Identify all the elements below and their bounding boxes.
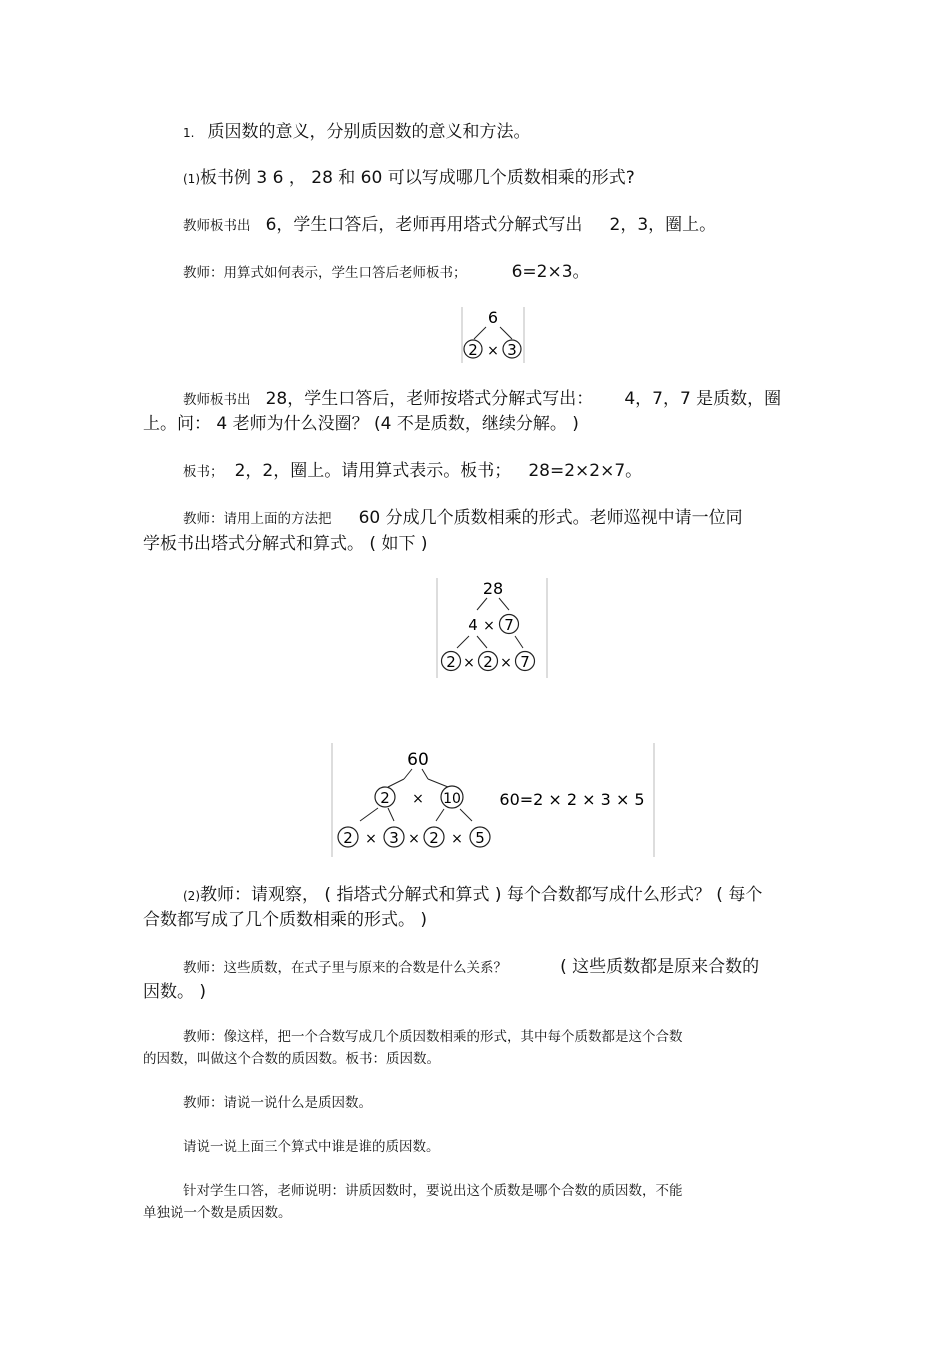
paragraph-7-line-1 — [183, 885, 762, 906]
tree28-mid-op: × — [483, 618, 495, 634]
heading-number: 1. — [183, 126, 195, 140]
p8-lead: 教师：这些质数，在式子里与原来的合数是什么关系？ — [183, 960, 507, 976]
heading-text: 质因数的意义，分别质因数的意义和方法。 — [207, 122, 531, 142]
paragraph-1 — [183, 168, 635, 189]
p3-equation: 6=2×3。 — [511, 262, 590, 282]
p5-equation: 28=2×2×7。 — [528, 461, 643, 481]
tree28-mid-left: 4 — [468, 616, 478, 634]
tree28-op-2: × — [500, 655, 512, 671]
factor-tree-6 — [460, 305, 528, 365]
paragraph-8-line-2: 因数。 ) — [143, 982, 207, 1002]
tree60-leaf-3: 2 — [429, 829, 439, 847]
paragraph-4-line-1 — [183, 389, 781, 410]
paragraph-8-line-1 — [183, 957, 759, 978]
p2-middle: 6，学生口答后，老师再用塔式分解式写出 — [265, 215, 583, 235]
tree60-leaf-4: 5 — [475, 829, 485, 847]
paragraph-5 — [183, 461, 642, 482]
tree60-op-1: × — [365, 831, 377, 847]
tree60-root: 60 — [407, 750, 429, 770]
paragraph-12-line-2: 单独说一个数是质因数。 — [143, 1205, 292, 1221]
paragraph-11: 请说一说上面三个算式中谁是谁的质因数。 — [183, 1139, 440, 1155]
factor-tree-28 — [435, 576, 551, 680]
tree60-leaf-1: 2 — [343, 829, 353, 847]
tree60-mid-1: 2 — [380, 789, 390, 807]
p5-lead: 板书； — [183, 464, 224, 480]
tree28-op-1: × — [463, 655, 475, 671]
tree28-leaf-2: 2 — [483, 653, 493, 671]
tree6-root: 6 — [487, 308, 499, 327]
p4-end: 4，7，7 是质数，圈 — [624, 389, 782, 409]
p4-lead: 教师板书出 — [183, 392, 251, 408]
p5-middle: 2，2，圈上。请用算式表示。板书； — [234, 461, 512, 481]
section-heading — [183, 122, 531, 143]
paragraph-4-line-2: 上。问： 4 老师为什么没圈？ (4 不是质数，继续分解。 ) — [143, 414, 579, 434]
tree60-equation: 60=2 × 2 × 3 × 5 — [499, 790, 645, 809]
p8-end: ( 这些质数都是原来合数的 — [560, 957, 760, 977]
p6-middle: 60 分成几个质数相乘的形式。老师巡视中请一位同 — [358, 508, 743, 528]
tree60-leaf-2: 3 — [389, 829, 399, 847]
p1-text: 板书例 3 6 ， 28 和 60 可以写成哪几个质数相乘的形式? — [200, 168, 635, 188]
paragraph-9-line-1: 教师：像这样，把一个合数写成几个质因数相乘的形式，其中每个质数都是这个合数 — [183, 1029, 683, 1045]
tree28-root: 28 — [482, 579, 504, 598]
tree60-op-3: × — [451, 831, 463, 847]
paragraph-6-line-1 — [183, 508, 743, 529]
paragraph-6-line-2: 学板书出塔式分解式和算式。 ( 如下 ) — [143, 534, 428, 554]
p3-lead: 教师：用算式如何表示，学生口答后老师板书； — [183, 265, 467, 281]
p7-number: (2) — [183, 889, 200, 903]
paragraph-12-line-1: 针对学生口答，老师说明：讲质因数时，要说出这个质数是哪个合数的质因数，不能 — [183, 1183, 683, 1199]
paragraph-7-line-2: 合数都写成了几个质数相乘的形式。 ) — [143, 910, 428, 930]
p7-text: 教师：请观察， ( 指塔式分解式和算式 ) 每个合数都写成什么形式？ ( 每个 — [200, 885, 763, 905]
tree28-leaf-1: 2 — [446, 653, 456, 671]
p2-end: 2，3，圈上。 — [609, 215, 717, 235]
tree60-mid-op: × — [412, 791, 424, 807]
paragraph-9-line-2: 的因数，叫做这个合数的质因数。板书：质因数。 — [143, 1051, 440, 1067]
tree6-right: 3 — [507, 341, 517, 359]
p2-lead: 教师板书出 — [183, 218, 251, 234]
tree28-mid-right: 7 — [504, 616, 514, 634]
paragraph-3 — [183, 262, 590, 283]
tree6-left: 2 — [468, 341, 478, 359]
tree60-mid-2: 10 — [443, 791, 461, 807]
p1-number: (1) — [183, 172, 200, 186]
paragraph-10: 教师：请说一说什么是质因数。 — [183, 1095, 372, 1111]
p4-middle: 28，学生口答后，老师按塔式分解式写出： — [265, 389, 594, 409]
tree60-op-2: × — [408, 831, 420, 847]
p6-lead: 教师：请用上面的方法把 — [183, 511, 332, 527]
paragraph-2 — [183, 215, 716, 236]
factor-tree-60 — [330, 741, 658, 859]
tree28-leaf-3: 7 — [520, 653, 530, 671]
tree6-op: × — [487, 343, 499, 359]
